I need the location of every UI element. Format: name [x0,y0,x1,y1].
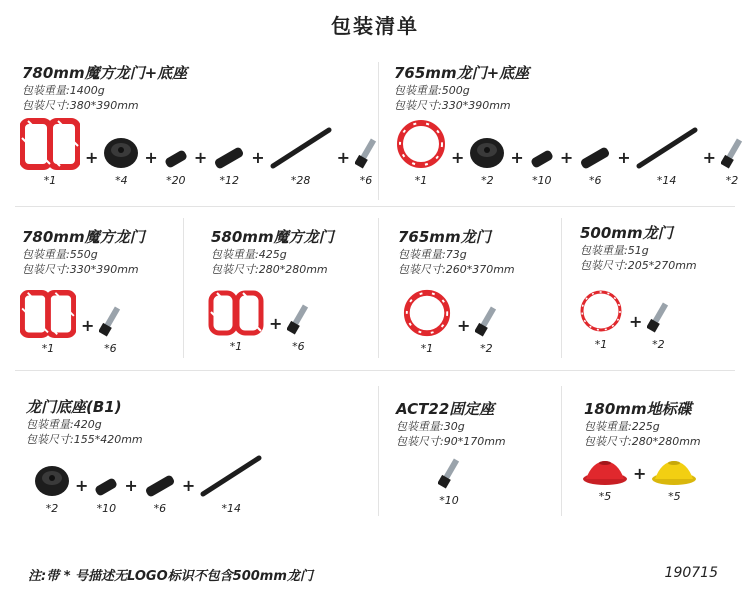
item-row-s3 [20,290,121,355]
footer-code: 190715 [664,565,718,581]
plus-sign: + [124,476,138,495]
quantity: *10 [96,502,117,515]
item-row-s5 [402,288,497,355]
item-cube-gate [20,118,80,187]
item-short-tube [529,148,555,187]
section-title: 765mm龙门+底座 [394,64,530,82]
item-row-s1 [20,118,377,187]
long-pole-icon [636,126,698,170]
section-title: 780mm魔方龙门+底座 [22,64,188,82]
quantity: *4 [115,174,128,187]
item-short-tube [93,476,119,515]
round-base-icon [469,136,505,170]
item-medium-tube [212,146,246,187]
ground-stake-icon [355,136,377,170]
item-ground-stake [355,136,377,187]
quantity: *10 [439,494,459,507]
package-765mm-gate [398,226,515,277]
item-short-tube [163,148,189,187]
ring-gate-icon [402,288,452,338]
quantity: *10 [532,174,552,187]
weight-line: 包装重量:73g [398,248,467,261]
plus-sign: + [336,148,351,167]
red-marker-cone-icon [582,456,628,486]
quantity: *1 [414,174,428,187]
quantity: *12 [219,174,239,187]
section-title: 180mm地标碟 [584,400,692,418]
plus-sign: + [559,148,574,167]
quantity: *28 [290,174,311,187]
item-ground-stake [475,304,497,355]
size-line: 包装尺寸:260*370mm [398,263,515,276]
size-line: 包装尺寸:330*390mm [22,263,139,276]
plus-sign: + [75,476,89,495]
item-medium-tube [578,146,612,187]
long-pole-icon [270,126,332,170]
item-ground-stake [438,456,460,507]
plus-sign: + [702,148,717,167]
package-act22-mount [396,398,506,449]
divider-v-bot-2 [561,386,562,516]
ground-stake-icon [475,304,497,338]
weight-line: 包装重量:1400g [22,84,105,97]
section-title: 500mm龙门 [580,224,673,242]
item-round-base [103,136,139,187]
plus-sign: + [510,148,524,167]
divider-v-mid-2 [378,218,379,358]
divider-v-bot [378,386,379,516]
footer-note: 注:带 * 号描述无LOGO标识不包含500mm龙门 [28,569,313,584]
package-780mm-cube-gate-with-base [22,62,187,113]
plus-sign: + [457,316,471,335]
divider-h-mid [15,370,735,371]
package-gate-base-b1 [26,396,143,447]
weight-line: 包装重量:550g [22,248,98,261]
quantity: *6 [292,340,305,353]
weight-line: 包装重量:420g [26,418,102,431]
quantity: *1 [594,338,608,351]
size-line: 包装尺寸:380*390mm [22,99,139,112]
quantity: *20 [166,174,186,187]
quantity: *2 [480,342,493,355]
quantity: *2 [45,502,59,515]
ground-stake-icon [438,456,460,490]
page-title: 包装清单 [331,14,419,38]
section-title: ACT22固定座 [396,400,495,418]
cube-gate-icon [20,290,76,338]
size-line: 包装尺寸:280*280mm [211,263,328,276]
plus-sign: + [451,148,465,167]
size-line: 包装尺寸:330*390mm [394,99,511,112]
item-row-s2 [396,118,743,187]
divider-v-mid-3 [561,218,562,358]
quantity: *1 [41,342,55,355]
ground-stake-icon [99,304,121,338]
item-medium-tube [143,474,177,515]
item-long-pole [636,126,698,187]
package-580mm-cube-gate [211,226,334,277]
plus-sign: + [144,148,158,167]
divider-h-top [15,206,735,207]
item-row-s4 [208,290,309,353]
item-long-pole [200,454,262,515]
quantity: *2 [481,174,494,187]
plus-sign: + [269,314,283,333]
item-round-base [34,464,70,515]
divider-v-top [378,62,379,200]
plus-sign: + [181,476,196,495]
weight-line: 包装重量:225g [584,420,660,433]
cube-gate-icon [20,118,80,170]
weight-line: 包装重量:51g [580,244,649,257]
item-ring-gate [396,118,446,187]
item-red-marker-cone [582,456,628,503]
package-780mm-cube-gate [22,226,145,277]
ground-stake-icon [721,136,743,170]
quantity: *14 [656,174,677,187]
ring-gate-icon [396,118,446,170]
quantity: *2 [652,338,665,351]
long-pole-icon [200,454,262,498]
short-tube-icon [163,148,189,170]
quantity: *1 [420,342,434,355]
weight-line: 包装重量:500g [394,84,470,97]
section-title: 780mm魔方龙门 [22,228,145,246]
item-cube-gate [20,290,76,355]
plus-sign: + [193,148,208,167]
section-title: 580mm魔方龙门 [211,228,334,246]
quantity: *5 [668,490,681,503]
plus-sign: + [85,148,99,167]
size-line: 包装尺寸:90*170mm [396,435,506,448]
item-thin-ring-gate [578,288,624,351]
ground-stake-icon [647,300,669,334]
item-ring-gate [402,288,452,355]
size-line: 包装尺寸:155*420mm [26,433,143,446]
thin-ring-gate-icon [578,288,624,334]
item-row-s6 [578,288,669,351]
weight-line: 包装重量:30g [396,420,465,433]
quantity: *6 [104,342,117,355]
quantity: *6 [588,174,602,187]
small-cube-gate-icon [208,290,264,336]
quantity: *14 [221,502,241,515]
plus-sign: + [81,316,95,335]
section-title: 龙门底座(B1) [26,398,122,416]
item-ground-stake [287,302,309,353]
size-line: 包装尺寸:205*270mm [580,259,697,272]
item-row-s7 [34,454,262,515]
item-ground-stake [647,300,669,351]
round-base-icon [34,464,70,498]
size-line: 包装尺寸:280*280mm [584,435,701,448]
plus-sign: + [629,312,643,331]
medium-tube-icon [143,474,177,498]
quantity: *1 [43,174,57,187]
package-180mm-marker-disc [584,398,701,449]
short-tube-icon [529,148,555,170]
item-long-pole [270,126,332,187]
yellow-marker-cone-icon [651,456,697,486]
package-500mm-gate [580,222,697,273]
item-row-s9 [582,456,697,503]
item-yellow-marker-cone [651,456,697,503]
item-row-s8 [438,456,460,507]
ground-stake-icon [287,302,309,336]
quantity: *1 [229,340,243,353]
section-title: 765mm龙门 [398,228,491,246]
quantity: *6 [359,174,373,187]
short-tube-icon [93,476,119,498]
medium-tube-icon [212,146,246,170]
item-ground-stake [721,136,743,187]
item-ground-stake [99,304,121,355]
plus-sign: + [251,148,265,167]
weight-line: 包装重量:425g [211,248,287,261]
medium-tube-icon [578,146,612,170]
plus-sign: + [633,464,647,483]
divider-v-mid-1 [183,218,184,358]
quantity: *2 [725,174,739,187]
round-base-icon [103,136,139,170]
quantity: *6 [153,502,167,515]
package-765mm-gate-with-base [394,62,529,113]
plus-sign: + [617,148,631,167]
item-round-base [469,136,505,187]
quantity: *5 [598,490,612,503]
item-small-cube-gate [208,290,264,353]
